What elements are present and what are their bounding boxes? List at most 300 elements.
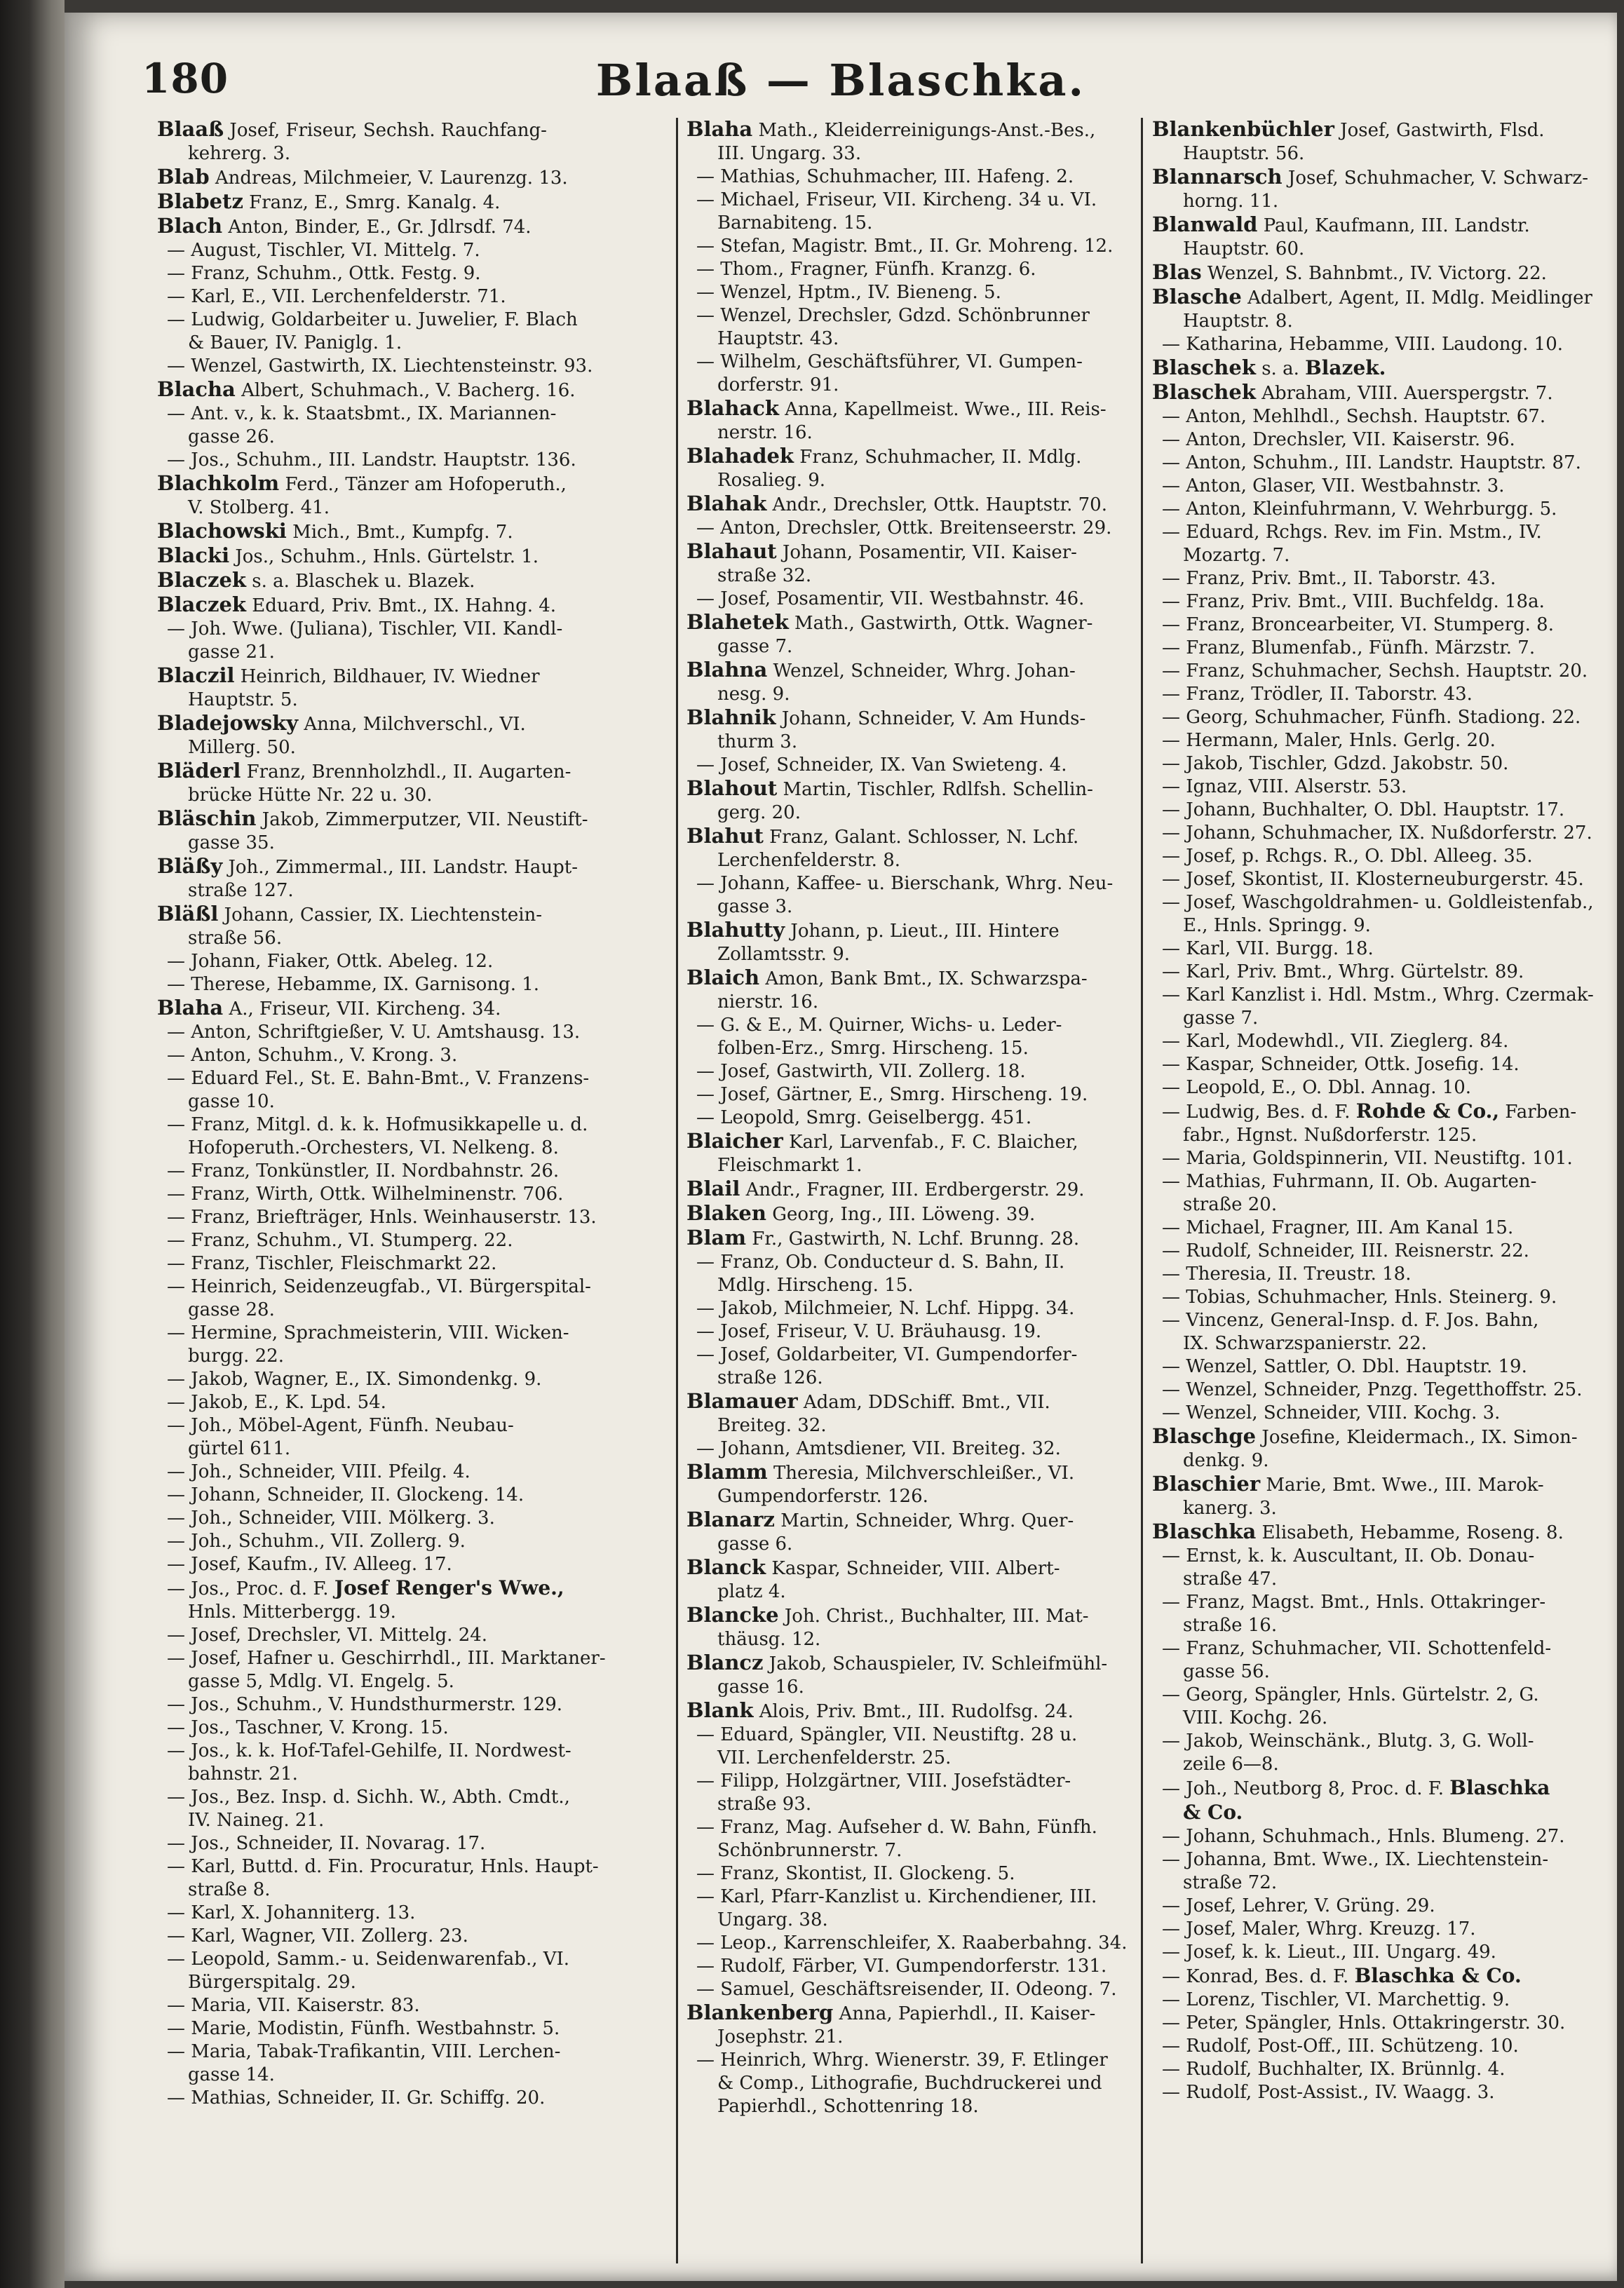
entry-text: — Ant. v., k. k. Staatsbmt., IX. Mariannen- — [167, 403, 557, 424]
directory-subentry — [1152, 521, 1608, 544]
directory-entry-continuation — [686, 635, 1131, 658]
directory-subentry — [157, 1206, 666, 1229]
entry-text: — Konrad, Bes. d. F. — [1162, 1966, 1355, 1987]
surname: Blaicher — [686, 1130, 783, 1153]
entry-text: Anna, Kapellmeist. Wwe., III. Reis- — [778, 399, 1107, 420]
directory-subentry — [686, 189, 1131, 212]
surname: Blaha — [686, 118, 753, 141]
surname: Blamm — [686, 1461, 768, 1484]
directory-subentry — [686, 1862, 1131, 1886]
entry-text: Josefine, Kleidermach., IX. Simon- — [1256, 1427, 1578, 1448]
directory-subentry — [686, 1060, 1131, 1083]
directory-subentry — [157, 1786, 666, 1809]
entry-text: — Franz, Schuhmacher, VII. Schottenfeld- — [1162, 1638, 1552, 1659]
directory-entry-continuation — [1152, 142, 1608, 165]
directory-entry-continuation — [686, 895, 1131, 919]
directory-entry-continuation — [1152, 1614, 1608, 1637]
entry-text: — Josef, Skontist, II. Klosterneuburgerstr. 45. — [1162, 869, 1584, 890]
directory-entry-continuation — [1152, 1449, 1608, 1473]
entry-text: Martin, Schneider, Whrg. Quer- — [774, 1510, 1074, 1531]
entry-text: Johann, p. Lieut., III. Hintere — [785, 921, 1060, 942]
directory-subentry — [1152, 868, 1608, 891]
entry-text: Heinrich, Bildhauer, IV. Wiedner — [234, 666, 540, 687]
firm-name: Blaschka & Co. — [1354, 1964, 1522, 1987]
entry-text: — Jos., Schuhm., V. Hundsthurmerstr. 129. — [167, 1694, 563, 1715]
directory-subentry — [157, 973, 666, 996]
directory-entry — [686, 1604, 1131, 1628]
entry-text: Paul, Kaufmann, III. Landstr. — [1257, 215, 1530, 236]
directory-entry — [1152, 1520, 1608, 1545]
entry-text: thäusg. 12. — [717, 1629, 821, 1650]
surname: Bläßl — [157, 902, 219, 926]
entry-text: straße 20. — [1183, 1194, 1278, 1215]
surname: Blaschge — [1152, 1425, 1257, 1448]
entry-text: burgg. 22. — [188, 1346, 284, 1367]
entry-text: — Josef, Gärtner, E., Smrg. Hirscheng. 19. — [696, 1084, 1088, 1105]
directory-entry-continuation — [1152, 1332, 1608, 1355]
entry-text: fabr., Hgnst. Nußdorferstr. 125. — [1183, 1125, 1477, 1146]
entry-text: Fr., Gastwirth, N. Lchf. Brunng. 28. — [746, 1228, 1080, 1250]
entry-text: — Ernst, k. k. Auscultant, II. Ob. Donau- — [1162, 1545, 1535, 1566]
surname: Blahetek — [686, 611, 789, 634]
directory-subentry — [1152, 452, 1608, 475]
surname: Blahut — [686, 825, 764, 848]
entry-text: — Ignaz, VIII. Alserstr. 53. — [1162, 776, 1407, 797]
entry-text: V. Stolberg. 41. — [188, 497, 330, 518]
directory-subentry — [686, 1816, 1131, 1839]
entry-text: — Karl, Pfarr-Kanzlist u. Kirchendiener, III. — [696, 1886, 1097, 1907]
directory-entry — [686, 777, 1131, 801]
directory-entry-continuation — [686, 374, 1131, 397]
directory-entry-continuation — [157, 142, 666, 165]
directory-entry-continuation — [157, 1809, 666, 1832]
directory-subentry — [686, 235, 1131, 258]
directory-subentry — [1152, 1076, 1608, 1099]
surname: Blahaut — [686, 540, 777, 563]
entry-text: Mozartg. 7. — [1183, 545, 1290, 566]
entry-text: Karl, Larvenfab., F. C. Blaicher, — [783, 1132, 1078, 1153]
entry-text: — Eduard, Rchgs. Rev. im Fin. Mstm., IV. — [1162, 522, 1542, 543]
directory-subentry — [157, 1507, 666, 1530]
directory-subentry — [686, 165, 1131, 189]
directory-subentry — [157, 2040, 666, 2064]
entry-text: — Franz, Schuhm., Ottk. Festg. 9. — [167, 263, 481, 284]
directory-subentry — [157, 402, 666, 426]
entry-text: — Anton, Drechsler, VII. Kaiserstr. 96. — [1162, 429, 1515, 450]
entry-text: gürtel 611. — [188, 1438, 291, 1459]
entry-text: Breiteg. 32. — [717, 1415, 827, 1436]
entry-text: Hauptstr. 56. — [1183, 143, 1305, 164]
directory-entry-continuation — [157, 736, 666, 759]
directory-subentry — [157, 449, 666, 472]
directory-subentry — [1152, 567, 1608, 590]
directory-subentry — [686, 1886, 1131, 1909]
entry-text: — Mathias, Schuhmacher, III. Hafeng. 2. — [696, 166, 1074, 187]
directory-subentry — [1152, 1591, 1608, 1614]
entry-text: — Rudolf, Post-Off., III. Schützeng. 10. — [1162, 2036, 1519, 2057]
entry-text: Math., Gastwirth, Ottk. Wagner- — [788, 613, 1093, 634]
entry-text: — Jakob, Milchmeier, N. Lchf. Hippg. 34. — [696, 1298, 1075, 1319]
directory-entry-continuation — [157, 1670, 666, 1693]
directory-subentry — [1152, 590, 1608, 614]
surname: Blahutty — [686, 919, 785, 942]
entry-text: s. a. Blaschek u. Blazek. — [246, 571, 475, 592]
directory-entry-continuation — [157, 1299, 666, 1322]
directory-entry — [686, 1390, 1131, 1414]
directory-entry-continuation — [1152, 190, 1608, 213]
directory-subentry — [686, 1932, 1131, 1955]
directory-subentry — [157, 1414, 666, 1437]
entry-text: — Karl, E., VII. Lerchenfelderstr. 71. — [167, 286, 506, 307]
directory-entry — [1152, 1425, 1608, 1449]
entry-text: — Johann, Buchhalter, O. Dbl. Hauptstr. 17. — [1162, 799, 1565, 820]
directory-subentry — [157, 1553, 666, 1576]
surname: Blasche — [1152, 285, 1242, 309]
entry-text: — Therese, Hebamme, IX. Garnisong. 1. — [167, 974, 540, 995]
directory-subentry — [157, 1647, 666, 1670]
entry-text: gasse 6. — [717, 1534, 793, 1555]
entry-text: gasse 10. — [188, 1091, 275, 1112]
directory-entry-continuation — [686, 1628, 1131, 1651]
entry-text: VIII. Kochg. 26. — [1183, 1707, 1328, 1728]
directory-subentry — [1152, 498, 1608, 521]
entry-text: Theresia, Milchverschleißer., VI. — [767, 1463, 1075, 1484]
directory-entry-continuation — [686, 2026, 1131, 2049]
directory-subentry — [157, 1067, 666, 1090]
surname: Blacki — [157, 544, 230, 567]
directory-entry — [686, 706, 1131, 731]
directory-subentry — [1152, 1170, 1608, 1193]
surname: Blaaß — [157, 118, 224, 141]
firm-name: Josef Renger's Wwe., — [334, 1576, 564, 1599]
directory-entry — [686, 2001, 1131, 2026]
directory-subentry — [1152, 937, 1608, 961]
directory-entry-continuation — [686, 801, 1131, 825]
directory-entry-continuation — [686, 943, 1131, 966]
directory-subentry — [157, 2087, 666, 2110]
entry-text: — August, Tischler, VI. Mittelg. 7. — [167, 240, 480, 261]
firm-name: Blaschka — [1449, 1776, 1550, 1799]
entry-text: IX. Schwarzspanierstr. 22. — [1183, 1333, 1427, 1354]
directory-subentry — [157, 1021, 666, 1044]
directory-subentry — [1152, 1309, 1608, 1332]
entry-text: dorferstr. 91. — [717, 374, 839, 395]
directory-subentry — [686, 1955, 1131, 1978]
directory-subentry — [157, 1391, 666, 1414]
directory-entry — [686, 1556, 1131, 1580]
entry-text: — Eduard, Spängler, VII. Neustiftg. 28 u. — [696, 1724, 1078, 1745]
entry-text: — Leopold, Samm.- u. Seidenwarenfab., VI. — [167, 1949, 570, 1970]
directory-entry — [157, 569, 666, 593]
surname: Blahout — [686, 777, 778, 800]
directory-entry-continuation — [686, 1839, 1131, 1862]
surname: Blanarz — [686, 1508, 775, 1531]
directory-subentry — [157, 1693, 666, 1717]
entry-text: — Franz, Trödler, II. Taborstr. 43. — [1162, 684, 1473, 705]
entry-text: Wenzel, S. Bahnbmt., IV. Victorg. 22. — [1201, 263, 1547, 284]
directory-entry-continuation — [686, 731, 1131, 754]
directory-subentry — [1152, 428, 1608, 452]
directory-entry — [157, 118, 666, 142]
directory-entry-continuation — [686, 212, 1131, 235]
directory-subentry — [157, 1576, 666, 1601]
entry-text: — Marie, Modistin, Fünfh. Westbahnstr. 5. — [167, 2018, 560, 2039]
directory-entry — [686, 1177, 1131, 1202]
entry-text: — Johann, Kaffee- u. Bierschank, Whrg. Neu- — [696, 873, 1114, 894]
entry-text: gasse 56. — [1183, 1661, 1270, 1682]
surname: Blaha — [157, 996, 224, 1020]
directory-entry — [157, 190, 666, 215]
entry-text: Franz, E., Smrg. Kanalg. 4. — [243, 192, 501, 213]
directory-entry-continuation — [1152, 1660, 1608, 1684]
entry-text: Gumpendorferstr. 126. — [717, 1486, 928, 1507]
directory-subentry — [1152, 1286, 1608, 1309]
entry-text: — Franz, Blumenfab., Fünfh. Märzstr. 7. — [1162, 637, 1536, 658]
entry-text: Johann, Schneider, V. Am Hunds- — [776, 708, 1086, 729]
entry-text: Franz, Galant. Schlosser, N. Lchf. — [763, 827, 1079, 848]
directory-subentry — [1152, 2081, 1608, 2104]
directory-subentry — [1152, 752, 1608, 776]
entry-text: — Josef, Drechsler, VI. Mittelg. 24. — [167, 1625, 488, 1646]
directory-entry — [686, 825, 1131, 849]
entry-text: — Peter, Spängler, Hnls. Ottakringerstr. 30. — [1162, 2012, 1566, 2033]
entry-text: Hofoperuth.-Orchesters, VI. Nelkeng. 8. — [188, 1137, 559, 1158]
entry-text: — Michael, Friseur, VII. Kircheng. 34 u. VI. — [696, 189, 1097, 210]
directory-entry-continuation — [686, 1154, 1131, 1177]
directory-entry — [1152, 118, 1608, 142]
entry-text: — Karl, Modewhdl., VII. Zieglerg. 84. — [1162, 1031, 1509, 1052]
directory-subentry — [686, 304, 1131, 327]
entry-text: gasse 3. — [717, 896, 793, 917]
surname: Bläßy — [157, 855, 223, 878]
entry-text: gasse 26. — [188, 426, 275, 447]
directory-entry-continuation — [686, 2072, 1131, 2095]
entry-text: — Tobias, Schuhmacher, Hnls. Steinerg. 9. — [1162, 1287, 1557, 1308]
entry-text: — Joh., Neutborg 8, Proc. d. F. — [1162, 1778, 1450, 1799]
directory-subentry — [157, 1902, 666, 1925]
directory-entry — [686, 1461, 1131, 1485]
entry-text: — Josef, Gastwirth, VII. Zollerg. 18. — [696, 1061, 1026, 1082]
entry-text: — Wenzel, Gastwirth, IX. Liechtensteinstr. 93. — [167, 356, 593, 377]
directory-subentry — [1152, 2012, 1608, 2035]
directory-entry-continuation — [686, 1274, 1131, 1297]
column-rule — [676, 118, 678, 2263]
page-number: 180 — [142, 55, 229, 102]
directory-entry-continuation — [1152, 1801, 1608, 1825]
entry-text: straße 47. — [1183, 1569, 1278, 1590]
entry-text: — Leop., Karrenschleifer, X. Raaberbahng. 34. — [696, 1932, 1128, 1954]
directory-subentry — [1152, 333, 1608, 356]
directory-subentry — [157, 1275, 666, 1299]
surname: Blank — [686, 1699, 754, 1722]
directory-entry-continuation — [157, 1137, 666, 1160]
firm-name: Rohde & Co., — [1355, 1099, 1500, 1123]
surname: Blaschek — [1152, 356, 1256, 379]
directory-entry-continuation — [157, 1601, 666, 1624]
entry-text: Jos., Schuhm., Hnls. Gürtelstr. 1. — [229, 546, 539, 567]
directory-entry-continuation — [686, 2095, 1131, 2118]
entry-text: — Eduard Fel., St. E. Bahn-Bmt., V. Franzens- — [167, 1068, 590, 1089]
entry-text: — Rudolf, Färber, VI. Gumpendorferstr. 131. — [696, 1956, 1107, 1977]
surname: Blahack — [686, 397, 779, 420]
entry-text: — Franz, Priv. Bmt., VIII. Buchfeldg. 18a. — [1162, 591, 1545, 612]
directory-entry — [157, 996, 666, 1021]
surname: Blancz — [686, 1651, 764, 1674]
directory-entry-continuation — [157, 832, 666, 855]
book-binding-shadow — [0, 0, 65, 2288]
entry-text: nesg. 9. — [717, 684, 790, 705]
entry-text: — Wenzel, Hptm., IV. Bieneng. 5. — [696, 282, 1001, 303]
entry-text: denkg. 9. — [1183, 1450, 1269, 1471]
directory-subentry — [686, 872, 1131, 895]
directory-subentry — [1152, 1379, 1608, 1402]
directory-entry-continuation — [686, 1485, 1131, 1508]
entry-text: straße 127. — [188, 880, 294, 901]
entry-text: gasse 5, Mdlg. VI. Engelg. 5. — [188, 1671, 454, 1692]
directory-subentry — [157, 1484, 666, 1507]
directory-entry — [686, 658, 1131, 683]
entry-text: — Wenzel, Schneider, VIII. Kochg. 3. — [1162, 1402, 1501, 1423]
surname: Blahnik — [686, 706, 776, 729]
entry-text: — Josef, Friseur, V. U. Bräuhausg. 19. — [696, 1321, 1042, 1342]
entry-text: Ferd., Tänzer am Hofoperuth., — [279, 474, 567, 495]
entry-text: — Johann, Schneider, II. Glockeng. 14. — [167, 1484, 525, 1505]
entry-text: Adam, DDSchiff. Bmt., VII. — [797, 1392, 1050, 1413]
firm-name: & Co. — [1183, 1801, 1243, 1824]
entry-text: — Josef, Posamentir, VII. Westbahnstr. 46. — [696, 588, 1085, 609]
entry-text: — Anton, Schuhm., V. Krong. 3. — [167, 1045, 458, 1066]
entry-text: — Leopold, Smrg. Geiselbergg. 451. — [696, 1107, 1032, 1128]
directory-subentry — [157, 1461, 666, 1484]
directory-entry-continuation — [157, 1971, 666, 1994]
entry-text: gasse 7. — [717, 636, 793, 657]
entry-text: — Kaspar, Schneider, Ottk. Josefig. 14. — [1162, 1054, 1520, 1075]
directory-subentry — [686, 588, 1131, 611]
entry-text: — Anton, Kleinfuhrmann, V. Wehrburgg. 5. — [1162, 499, 1557, 520]
directory-entry-continuation — [686, 421, 1131, 445]
directory-entry-continuation — [1152, 1753, 1608, 1776]
entry-text: — Franz, Mag. Aufseher d. W. Bahn, Fünfh. — [696, 1817, 1097, 1838]
entry-text: — Johann, Schuhmacher, IX. Nußdorferstr. 27. — [1162, 823, 1592, 844]
surname: Blas — [1152, 261, 1202, 284]
entry-text: Hauptstr. 43. — [717, 328, 839, 349]
entry-text: — Ludwig, Bes. d. F. — [1162, 1102, 1356, 1123]
column-2 — [686, 118, 1131, 2118]
directory-subentry — [686, 1297, 1131, 1320]
entry-text: A., Friseur, VII. Kircheng. 34. — [223, 999, 501, 1020]
entry-text: Josef, Gastwirth, Flsd. — [1334, 120, 1545, 141]
directory-subentry — [157, 2017, 666, 2040]
directory-subentry — [686, 1251, 1131, 1274]
entry-text: — Rudolf, Post-Assist., IV. Waagg. 3. — [1162, 2082, 1495, 2103]
directory-subentry — [686, 281, 1131, 304]
entry-text: zeile 6—8. — [1183, 1754, 1279, 1775]
directory-entry — [686, 397, 1131, 421]
surname: Blacha — [157, 378, 236, 401]
entry-text: Jakob, Schauspieler, IV. Schleifmühl- — [763, 1653, 1108, 1674]
entry-text: Fleischmarkt 1. — [717, 1155, 862, 1176]
entry-text: — G. & E., M. Quirner, Wichs- u. Leder- — [696, 1015, 1062, 1036]
directory-entry — [1152, 381, 1608, 405]
directory-entry — [686, 1226, 1131, 1251]
entry-text: — Franz, Mitgl. d. k. k. Hofmusikkapelle u. d. — [167, 1114, 588, 1135]
directory-subentry — [1152, 845, 1608, 868]
directory-entry — [157, 712, 666, 736]
directory-entry-continuation — [157, 1345, 666, 1368]
entry-text: — Johann, Amtsdiener, VII. Breiteg. 32. — [696, 1438, 1061, 1459]
directory-subentry — [1152, 729, 1608, 752]
entry-text: — Josef, Hafner u. Geschirrhdl., III. Marktaner- — [167, 1648, 606, 1669]
column-3 — [1152, 118, 1608, 2104]
surname: Blach — [157, 215, 223, 238]
directory-subentry — [157, 309, 666, 332]
surname: Blachkolm — [157, 472, 280, 495]
directory-entry-continuation — [1152, 1193, 1608, 1217]
entry-text: — Franz, Briefträger, Hnls. Weinhauserstr. 13. — [167, 1207, 597, 1228]
entry-text: bahnstr. 21. — [188, 1764, 298, 1785]
surname: Blahna — [686, 658, 768, 682]
directory-subentry — [686, 258, 1131, 281]
directory-entry — [686, 1699, 1131, 1724]
entry-text: — Mathias, Schneider, II. Gr. Schiffg. 20. — [167, 2087, 546, 2108]
entry-text: Franz, Brennholzhdl., II. Augarten- — [241, 761, 571, 783]
entry-text: — Jakob, Wagner, E., IX. Simondenkg. 9. — [167, 1369, 542, 1390]
directory-entry-continuation — [686, 991, 1131, 1014]
entry-text: — Jos., Bez. Insp. d. Sichh. W., Abth. Cmdt., — [167, 1787, 570, 1808]
entry-text: Joh. Christ., Buchhalter, III. Mat- — [778, 1606, 1089, 1627]
entry-text: — Jos., k. k. Hof-Tafel-Gehilfe, II. Nordwest- — [167, 1740, 571, 1761]
directory-subentry — [157, 1252, 666, 1275]
directory-entry-continuation — [686, 469, 1131, 492]
directory-entry — [1152, 261, 1608, 285]
directory-entry-continuation — [686, 1414, 1131, 1437]
directory-subentry — [1152, 1355, 1608, 1379]
entry-text: — Katharina, Hebamme, VIII. Laudong. 10. — [1162, 334, 1564, 355]
entry-text: — Wenzel, Schneider, Pnzg. Tegetthoffstr. 25. — [1162, 1379, 1583, 1400]
entry-text: Joh., Zimmermal., III. Landstr. Haupt- — [222, 857, 578, 878]
surname: Blahak — [686, 492, 767, 515]
directory-entry-continuation — [686, 1037, 1131, 1060]
directory-subentry — [1152, 2058, 1608, 2081]
directory-page — [65, 13, 1617, 2281]
entry-text: Alois, Priv. Bmt., III. Rudolfsg. 24. — [753, 1701, 1074, 1722]
entry-text: Zollamtsstr. 9. — [717, 944, 850, 965]
entry-text: gasse 28. — [188, 1299, 275, 1320]
entry-text: — Mathias, Fuhrmann, II. Ob. Augarten- — [1162, 1171, 1537, 1192]
directory-subentry — [1152, 405, 1608, 428]
directory-subentry — [1152, 1099, 1608, 1124]
directory-subentry — [157, 1925, 666, 1948]
entry-text: — Jos., Proc. d. F. — [167, 1578, 334, 1599]
entry-text: — Anton, Drechsler, Ottk. Breitenseerstr. 29. — [696, 517, 1112, 539]
directory-entry-continuation — [157, 1879, 666, 1902]
entry-text: — Vincenz, General-Insp. d. F. Jos. Bahn, — [1162, 1310, 1539, 1331]
entry-text: — Maria, Tabak-Trafikantin, VIII. Lerchen- — [167, 2041, 561, 2062]
entry-text: straße 8. — [188, 1879, 271, 1900]
directory-subentry — [1152, 637, 1608, 660]
directory-entry-continuation — [686, 142, 1131, 165]
directory-entry — [686, 1651, 1131, 1676]
entry-text: Rosalieg. 9. — [717, 470, 826, 491]
entry-text: Johann, Posamentir, VII. Kaiser- — [776, 542, 1077, 563]
directory-subentry — [686, 754, 1131, 777]
directory-subentry — [157, 1183, 666, 1206]
directory-subentry — [157, 285, 666, 309]
entry-text: — Karl, X. Johanniterg. 13. — [167, 1902, 416, 1923]
surname: Blaschek — [1152, 381, 1256, 404]
entry-text: Mdlg. Hirscheng. 15. — [717, 1275, 914, 1296]
surname: Blahadek — [686, 445, 794, 468]
